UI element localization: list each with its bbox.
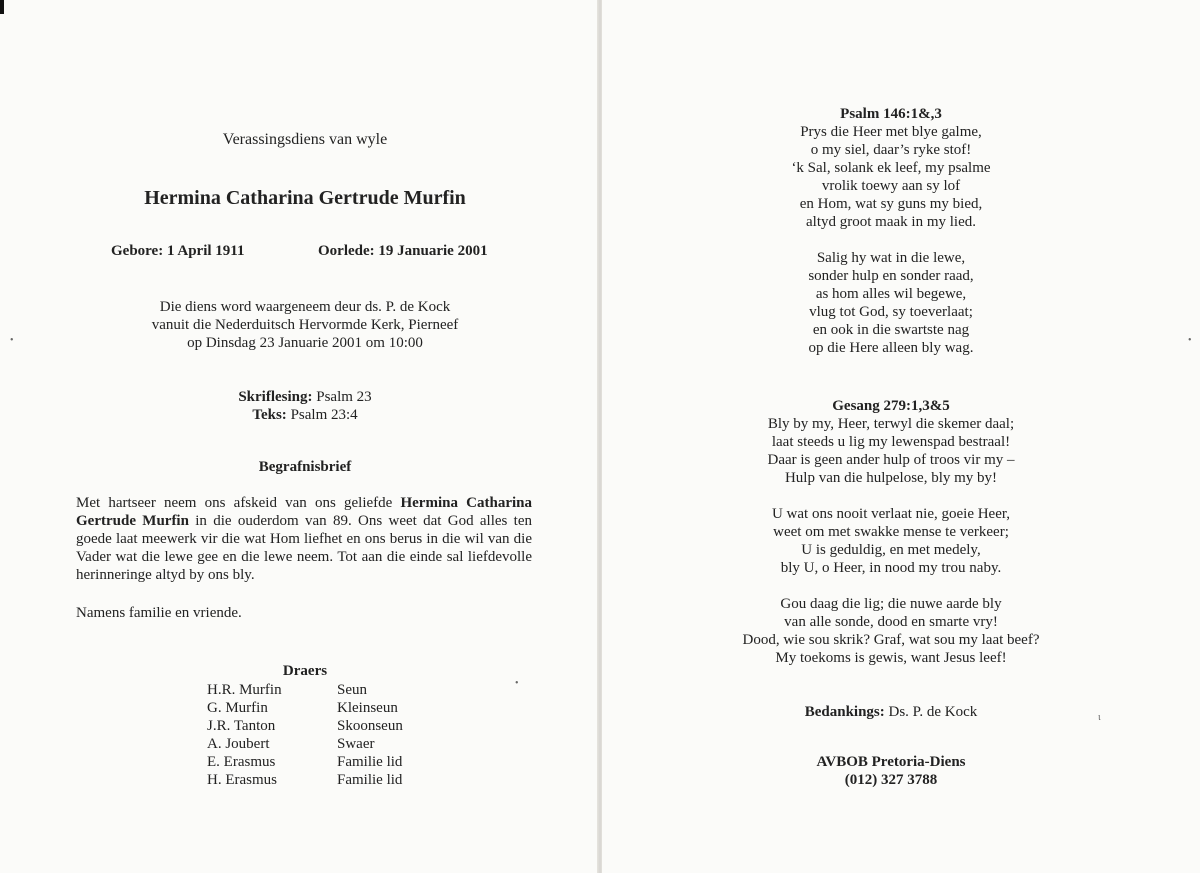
service-info-line: vanuit die Nederduitsch Hervormde Kerk, Pierneef (151, 317, 459, 333)
verse-line: Daar is geen ander hulp of troos vir my – (767, 452, 1015, 468)
thanks-label: Bedankings: (804, 704, 885, 720)
pallbearer-row (207, 681, 403, 699)
service-info-line: op Dinsdag 23 Januarie 2001 om 10:00 (187, 335, 423, 351)
pallbearer-name: E. Erasmus (207, 754, 276, 770)
left-page (0, 0, 598, 873)
verse-line: as hom alles wil begewe, (815, 286, 967, 302)
verse-line: bly U, o Heer, in nood my trou naby. (780, 560, 1002, 576)
verse-line: Prys die Heer met blye galme, (800, 124, 982, 140)
pallbearer-row (207, 699, 403, 717)
psalm-stanza (602, 249, 1180, 357)
readings (0, 388, 598, 424)
hymn-stanza (602, 415, 1180, 487)
verse-line: en ook in die swartste nag (812, 322, 970, 338)
scripture-value: Psalm 23 (316, 389, 372, 405)
hymn-title: Gesang 279:1,3&5 (832, 398, 950, 414)
pallbearer-row (207, 717, 403, 735)
pallbearer-name: H. Erasmus (207, 772, 277, 788)
thanks-value: Ds. P. de Kock (888, 704, 978, 720)
verse-line: Gou daag die lig; die nuwe aarde bly (780, 596, 1002, 612)
letter-intro: Met hartseer neem ons afskeid van ons geliefde (76, 495, 401, 511)
paper-speck: • (1188, 335, 1192, 346)
funeral-company-name: AVBOB Pretoria-Diens (816, 754, 966, 770)
scan-corner-mark (0, 0, 4, 14)
verse-line: en Hom, wat sy guns my bied, (799, 196, 983, 212)
funeral-letter (76, 494, 532, 584)
pallbearers-table (207, 681, 403, 789)
verse-line: U wat ons nooit verlaat nie, goeie Heer, (771, 506, 1011, 522)
pallbearer-name: H.R. Murfin (207, 682, 282, 698)
letter-body: in die ouderdom van 89. Ons weet dat God alles ten goede laat meewerk vir die wat Hom liefhet en ons berus in die wil van die Vader wat die lewe gee en die lewe neem. Tot aan die einde sal liefdevolle herinneringe altyd by ons bly. (76, 513, 532, 583)
birth-date: Gebore: 1 April 1911 (111, 243, 245, 259)
death-date: Oorlede: 19 Januarie 2001 (318, 243, 488, 259)
verse-line: laat steeds u lig my lewenspad bestraal! (771, 434, 1011, 450)
paper-speck: ι (1098, 712, 1101, 723)
verse-line: vlug tot God, sy toeverlaat; (809, 304, 973, 320)
verse-line: op die Here alleen bly wag. (808, 340, 974, 356)
pallbearer-row (207, 735, 403, 753)
pallbearer-row (207, 771, 403, 789)
pallbearer-relation: Familie lid (337, 772, 403, 788)
verse-line: Hulp van die hulpelose, bly my by! (784, 470, 998, 486)
hymn-stanza (602, 505, 1180, 577)
pallbearer-relation: Swaer (337, 736, 375, 752)
letter-heading: Begrafnisbrief (258, 459, 352, 475)
psalm-stanza (602, 123, 1180, 231)
right-page (602, 0, 1200, 873)
hymn-section (602, 397, 1180, 685)
hymn-stanza (602, 595, 1180, 667)
verse-line: Bly by my, Heer, terwyl die skemer daal; (767, 416, 1015, 432)
pallbearer-name: A. Joubert (207, 736, 270, 752)
psalm-section (602, 105, 1180, 375)
verse-line: Dood, wie sou skrik? Graf, wat sou my laat beef? (742, 632, 1040, 648)
pallbearer-name: J.R. Tanton (207, 718, 276, 734)
letter-name: Hermina Catharina Gertrude Murfin (76, 495, 532, 529)
pallbearer-row (207, 753, 403, 771)
scripture-label: Skriflesing: (238, 389, 313, 405)
verse-line: vrolik toewy aan sy lof (821, 178, 961, 194)
closing-line: Namens familie en vriende. (76, 605, 242, 621)
pallbearer-relation: Skoonseun (337, 718, 403, 734)
thanks-line (602, 703, 1180, 721)
verse-line: o my siel, daar’s ryke stof! (810, 142, 972, 158)
verse-line: sonder hulp en sonder raad, (808, 268, 974, 284)
paper-speck: • (515, 678, 519, 689)
text-label: Teks: (252, 407, 287, 423)
verse-line: weet om met swakke mense te verkeer; (773, 524, 1009, 540)
deceased-name: Hermina Catharina Gertrude Murfin (144, 187, 466, 209)
pallbearer-relation: Familie lid (337, 754, 403, 770)
pallbearer-relation: Kleinseun (337, 700, 398, 716)
service-info (0, 298, 598, 352)
sermon-text (0, 406, 598, 424)
psalm-title: Psalm 146:1&,3 (840, 106, 942, 122)
pallbearer-relation: Seun (337, 682, 367, 698)
funeral-company (602, 753, 1180, 789)
service-info-line: Die diens word waargeneem deur ds. P. de Kock (159, 299, 451, 315)
verse-line: van alle sonde, dood en smarte vry! (784, 614, 998, 630)
service-title: Verassingsdiens van wyle (222, 131, 388, 148)
verse-line: altyd groot maak in my lied. (806, 214, 976, 230)
pallbearer-name: G. Murfin (207, 700, 268, 716)
verse-line: ‘k Sal, solank ek leef, my psalme (791, 160, 991, 176)
pallbearers-heading: Draers (282, 663, 328, 679)
verse-line: U is geduldig, en met medely, (801, 542, 981, 558)
text-value: Psalm 23:4 (290, 407, 358, 423)
paper-speck: • (10, 335, 14, 346)
scripture-reading (0, 388, 598, 406)
funeral-company-phone: (012) 327 3788 (844, 772, 938, 788)
verse-line: My toekoms is gewis, want Jesus leef! (775, 650, 1007, 666)
verse-line: Salig hy wat in die lewe, (816, 250, 966, 266)
